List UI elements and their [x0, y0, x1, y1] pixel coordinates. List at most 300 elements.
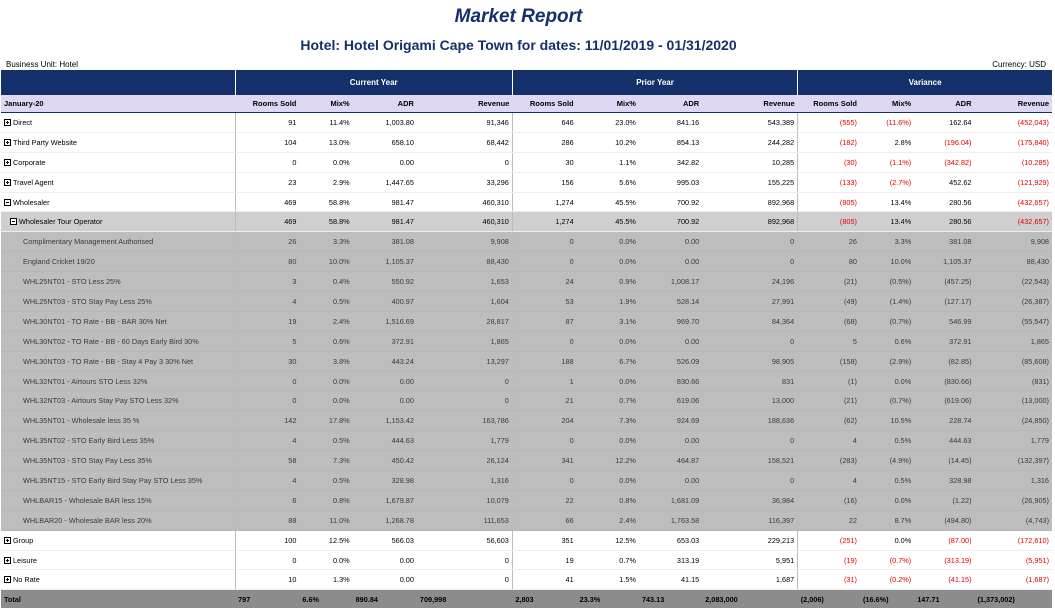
expand-icon[interactable] — [4, 159, 11, 166]
value-cell: (10,285) — [975, 152, 1053, 172]
value-cell: 163,786 — [417, 411, 512, 431]
value-cell: 33,296 — [417, 172, 512, 192]
value-cell: 892,968 — [702, 192, 797, 212]
value-cell: 460,310 — [417, 192, 512, 212]
value-cell: (62) — [798, 411, 860, 431]
value-cell: 26,124 — [417, 451, 512, 471]
value-cell: 1,779 — [975, 431, 1053, 451]
row-label: WHL30NT01 - TO Rate - BB - BAR 30% Net — [23, 316, 167, 326]
row-label-cell — [1, 431, 235, 451]
value-cell: 469 — [235, 192, 299, 212]
value-cell: 7.3% — [299, 451, 352, 471]
row-label-cell — [1, 411, 235, 431]
segment-row[interactable] — [1, 530, 1052, 550]
cy-rooms-sold-header[interactable]: Rooms Sold — [235, 95, 299, 113]
total-cell: (1,373,002) — [975, 590, 1053, 608]
value-cell: 11.4% — [299, 113, 352, 133]
segment-row[interactable] — [1, 172, 1052, 192]
var-adr-header[interactable]: ADR — [914, 95, 974, 113]
value-cell: 854.13 — [639, 132, 702, 152]
value-cell: 2.9% — [299, 172, 352, 192]
value-cell: 21 — [512, 391, 576, 411]
total-cell: 2,083,000 — [702, 590, 797, 608]
value-cell: 1,153.42 — [353, 411, 417, 431]
row-label: WHL35NT03 - STO Stay Pay Less 35% — [23, 456, 152, 466]
cy-adr-header[interactable]: ADR — [353, 95, 417, 113]
total-label: Total — [1, 590, 235, 608]
value-cell: 1,274 — [512, 192, 576, 212]
value-cell: 646 — [512, 113, 576, 133]
value-cell: 26 — [235, 232, 299, 252]
report-title: Market Report — [454, 6, 583, 27]
value-cell: 5 — [235, 331, 299, 351]
value-cell: 91 — [235, 113, 299, 133]
value-cell: 546.99 — [914, 311, 974, 331]
segment-row[interactable] — [1, 192, 1052, 212]
value-cell: 0 — [235, 152, 299, 172]
value-cell: 0 — [702, 331, 797, 351]
value-cell: 41.15 — [639, 570, 702, 590]
value-cell: 158,521 — [702, 451, 797, 471]
value-cell: (831) — [975, 371, 1053, 391]
value-cell: (0.2%) — [860, 570, 914, 590]
rate-code-row — [1, 292, 1052, 312]
row-label-cell — [1, 331, 235, 351]
value-cell: 9,908 — [975, 232, 1053, 252]
value-cell: (452,043) — [975, 113, 1053, 133]
value-cell: 1,865 — [975, 331, 1053, 351]
value-cell: 10,079 — [417, 490, 512, 510]
segment-row[interactable] — [1, 152, 1052, 172]
value-cell: (132,397) — [975, 451, 1053, 471]
value-cell: 0.00 — [639, 431, 702, 451]
value-cell: 13.4% — [860, 212, 914, 232]
value-cell: 280.56 — [914, 192, 974, 212]
value-cell: 4 — [235, 292, 299, 312]
value-cell: (2.9%) — [860, 351, 914, 371]
value-cell: 155,225 — [702, 172, 797, 192]
row-label-cell — [1, 550, 235, 570]
value-cell: (133) — [798, 172, 860, 192]
value-cell: (26,905) — [975, 490, 1053, 510]
value-cell: 1,003.80 — [353, 113, 417, 133]
value-cell: (805) — [798, 192, 860, 212]
value-cell: 12.2% — [577, 451, 639, 471]
value-cell: 841.16 — [639, 113, 702, 133]
total-cell: (2,006) — [798, 590, 860, 608]
value-cell: 2.4% — [299, 311, 352, 331]
value-cell: 658.10 — [353, 132, 417, 152]
value-cell: 342.82 — [639, 152, 702, 172]
row-label-cell — [1, 272, 235, 292]
value-cell: 9,908 — [417, 232, 512, 252]
value-cell: 28,817 — [417, 311, 512, 331]
rate-code-row — [1, 490, 1052, 510]
value-cell: 286 — [512, 132, 576, 152]
value-cell: (1.4%) — [860, 292, 914, 312]
segment-row[interactable] — [1, 550, 1052, 570]
value-cell: 19 — [512, 550, 576, 570]
expand-icon[interactable] — [4, 119, 11, 126]
value-cell: 0 — [512, 252, 576, 272]
value-cell: 0.00 — [639, 232, 702, 252]
value-cell: (251) — [798, 530, 860, 550]
value-cell: 341 — [512, 451, 576, 471]
row-label-cell — [1, 212, 235, 232]
value-cell: 0.0% — [860, 530, 914, 550]
row-label: Leisure — [13, 555, 37, 565]
expand-icon[interactable] — [4, 537, 11, 544]
value-cell: 3.3% — [299, 232, 352, 252]
value-cell: 162.64 — [914, 113, 974, 133]
total-row — [1, 590, 1052, 608]
value-cell: 4 — [798, 471, 860, 491]
value-cell: 0.5% — [299, 292, 352, 312]
py-adr-header[interactable]: ADR — [639, 95, 702, 113]
rate-code-row — [1, 411, 1052, 431]
value-cell: 0 — [235, 391, 299, 411]
value-cell: 1,687 — [702, 570, 797, 590]
row-label-cell — [1, 232, 235, 252]
value-cell: (2.7%) — [860, 172, 914, 192]
value-cell: (1.22) — [914, 490, 974, 510]
value-cell: 0.9% — [577, 272, 639, 292]
value-cell: 381.08 — [914, 232, 974, 252]
expand-icon[interactable] — [4, 179, 11, 186]
value-cell: 653.03 — [639, 530, 702, 550]
value-cell: 22 — [512, 490, 576, 510]
value-cell: 443.24 — [353, 351, 417, 371]
row-label: WHL35NT01 - Wholesale less 35 % — [23, 416, 140, 426]
value-cell: 469 — [235, 212, 299, 232]
value-cell: 0.0% — [577, 471, 639, 491]
value-cell: 0 — [702, 252, 797, 272]
var-rooms-sold-header[interactable]: Rooms Sold — [798, 95, 860, 113]
value-cell: (41.15) — [914, 570, 974, 590]
value-cell: (196.04) — [914, 132, 974, 152]
value-cell: 351 — [512, 530, 576, 550]
value-cell: 460,310 — [417, 212, 512, 232]
row-label-cell — [1, 471, 235, 491]
py-rooms-sold-header[interactable]: Rooms Sold — [512, 95, 576, 113]
value-cell: 0.0% — [299, 550, 352, 570]
report-subtitle: Hotel: Hotel Origami Cape Town for dates: 11/01/2019 - 01/31/2020 — [300, 37, 737, 53]
value-cell: 700.92 — [639, 192, 702, 212]
rate-code-row — [1, 451, 1052, 471]
row-label-cell — [1, 490, 235, 510]
value-cell: (1,687) — [975, 570, 1053, 590]
value-cell: 1,865 — [417, 331, 512, 351]
value-cell: 1,008.17 — [639, 272, 702, 292]
value-cell: 526.09 — [639, 351, 702, 371]
value-cell: 280.56 — [914, 212, 974, 232]
cy-revenue-header[interactable]: Revenue — [417, 95, 512, 113]
cy-mix-header[interactable]: Mix% — [299, 95, 352, 113]
value-cell: 88 — [235, 510, 299, 530]
value-cell: 19 — [235, 311, 299, 331]
value-cell: 313.19 — [639, 550, 702, 570]
value-cell: 188,636 — [702, 411, 797, 431]
value-cell: (4,743) — [975, 510, 1053, 530]
value-cell: 328.98 — [914, 471, 974, 491]
period-header: January-20 — [1, 95, 235, 113]
value-cell: 228.74 — [914, 411, 974, 431]
value-cell: (432,657) — [975, 192, 1053, 212]
value-cell: 45.5% — [577, 192, 639, 212]
row-label: Wholesaler Tour Operator — [19, 217, 103, 227]
value-cell: 0.00 — [639, 471, 702, 491]
value-cell: 0.7% — [577, 391, 639, 411]
row-label-cell — [1, 292, 235, 312]
collapse-icon[interactable] — [10, 218, 17, 225]
value-cell: 1,105.37 — [353, 252, 417, 272]
value-cell: 0.7% — [577, 550, 639, 570]
value-cell: 10.0% — [299, 252, 352, 272]
row-label: WHL35NT15 - STO Early Bird Stay Pay STO Less 35% — [23, 475, 203, 485]
value-cell: 1,653 — [417, 272, 512, 292]
value-cell: 0 — [417, 570, 512, 590]
value-cell: 400.97 — [353, 292, 417, 312]
row-label: Third Party Website — [13, 137, 77, 147]
value-cell: 0 — [235, 371, 299, 391]
row-label-cell — [1, 252, 235, 272]
value-cell: 156 — [512, 172, 576, 192]
value-cell: (30) — [798, 152, 860, 172]
value-cell: 30 — [512, 152, 576, 172]
business-unit-label: Business Unit: Hotel — [6, 60, 79, 69]
value-cell: 0.00 — [639, 331, 702, 351]
value-cell: 3.3% — [860, 232, 914, 252]
collapse-icon[interactable] — [4, 199, 11, 206]
value-cell: 4 — [235, 471, 299, 491]
value-cell: 1,316 — [417, 471, 512, 491]
value-cell: 12.5% — [299, 530, 352, 550]
value-cell: 10.2% — [577, 132, 639, 152]
value-cell: 969.70 — [639, 311, 702, 331]
value-cell: 1,763.58 — [639, 510, 702, 530]
value-cell: (457.25) — [914, 272, 974, 292]
value-cell: (619.06) — [914, 391, 974, 411]
total-cell: 709,998 — [417, 590, 512, 608]
total-cell: (16.6%) — [860, 590, 914, 608]
value-cell: 27,991 — [702, 292, 797, 312]
rate-code-row — [1, 351, 1052, 371]
value-cell: 1,681.09 — [639, 490, 702, 510]
row-label: WHL25NT01 - STO Less 25% — [23, 277, 121, 287]
value-cell: 1.1% — [577, 152, 639, 172]
value-cell: 0.00 — [639, 252, 702, 272]
value-cell: 0 — [702, 431, 797, 451]
value-cell: 1 — [512, 371, 576, 391]
row-label-cell — [1, 351, 235, 371]
value-cell: 100 — [235, 530, 299, 550]
value-cell: 24,196 — [702, 272, 797, 292]
value-cell: 0 — [417, 391, 512, 411]
value-cell: 0.8% — [299, 490, 352, 510]
value-cell: 1,274 — [512, 212, 576, 232]
value-cell: 543,389 — [702, 113, 797, 133]
row-label-cell — [1, 132, 235, 152]
value-cell: 3.1% — [577, 311, 639, 331]
value-cell: (49) — [798, 292, 860, 312]
value-cell: 700.92 — [639, 212, 702, 232]
row-label-cell — [1, 152, 235, 172]
row-label-cell — [1, 192, 235, 212]
row-label-cell — [1, 570, 235, 590]
value-cell: (1.1%) — [860, 152, 914, 172]
value-cell: 11.0% — [299, 510, 352, 530]
value-cell: 619.06 — [639, 391, 702, 411]
value-cell: 2.4% — [577, 510, 639, 530]
value-cell: 30 — [235, 351, 299, 371]
value-cell: (85,608) — [975, 351, 1053, 371]
value-cell: 13,297 — [417, 351, 512, 371]
value-cell: 111,653 — [417, 510, 512, 530]
value-cell: 1,604 — [417, 292, 512, 312]
value-cell: 45.5% — [577, 212, 639, 232]
value-cell: (127.17) — [914, 292, 974, 312]
row-label: Group — [13, 535, 34, 545]
row-label: Complimentary Management Authorised — [23, 237, 154, 247]
value-cell: 98,905 — [702, 351, 797, 371]
value-cell: 1,679.87 — [353, 490, 417, 510]
value-cell: 53 — [512, 292, 576, 312]
value-cell: (432,657) — [975, 212, 1053, 232]
rate-code-row — [1, 232, 1052, 252]
value-cell: 10.5% — [860, 411, 914, 431]
value-cell: 0.0% — [299, 371, 352, 391]
row-label: WHL32NT03 - Airtours Stay Pay STO Less 32% — [23, 396, 179, 406]
value-cell: (24,850) — [975, 411, 1053, 431]
value-cell: 1.9% — [577, 292, 639, 312]
row-label: Travel Agent — [13, 177, 54, 187]
rate-code-row — [1, 272, 1052, 292]
value-cell: 142 — [235, 411, 299, 431]
value-cell: 0.00 — [353, 550, 417, 570]
segment-row[interactable] — [1, 113, 1052, 133]
value-cell: 444.63 — [353, 431, 417, 451]
row-label: No Rate — [13, 575, 40, 585]
value-cell: 452.62 — [914, 172, 974, 192]
value-cell: 5,951 — [702, 550, 797, 570]
value-cell: 892,968 — [702, 212, 797, 232]
value-cell: 0.00 — [353, 391, 417, 411]
value-cell: (342.82) — [914, 152, 974, 172]
value-cell: 550.92 — [353, 272, 417, 292]
group-header-prior-year: Prior Year — [512, 70, 797, 95]
value-cell: 0.00 — [353, 570, 417, 590]
value-cell: 0.0% — [299, 391, 352, 411]
value-cell: 10.0% — [860, 252, 914, 272]
value-cell: (4.9%) — [860, 451, 914, 471]
value-cell: (13,000) — [975, 391, 1053, 411]
value-cell: (313.19) — [914, 550, 974, 570]
value-cell: (16) — [798, 490, 860, 510]
value-cell: (0.7%) — [860, 391, 914, 411]
value-cell: 22 — [798, 510, 860, 530]
value-cell: 1,316 — [975, 471, 1053, 491]
value-cell: 244,282 — [702, 132, 797, 152]
py-mix-header[interactable]: Mix% — [577, 95, 639, 113]
row-label: WHL35NT02 - STO Early Bird Less 35% — [23, 436, 155, 446]
value-cell: (68) — [798, 311, 860, 331]
var-mix-header[interactable]: Mix% — [860, 95, 914, 113]
value-cell: 528.14 — [639, 292, 702, 312]
row-label-cell — [1, 510, 235, 530]
group-header-current-year: Current Year — [235, 70, 512, 95]
segment-row[interactable] — [1, 212, 1052, 232]
value-cell: 0 — [702, 471, 797, 491]
value-cell: 80 — [798, 252, 860, 272]
py-revenue-header[interactable]: Revenue — [702, 95, 797, 113]
value-cell: (82.85) — [914, 351, 974, 371]
value-cell: 981.47 — [353, 212, 417, 232]
expand-icon[interactable] — [4, 576, 11, 583]
column-group-header-row — [1, 70, 1052, 95]
var-revenue-header[interactable]: Revenue — [975, 95, 1053, 113]
value-cell: 6.7% — [577, 351, 639, 371]
value-cell: 0 — [512, 471, 576, 491]
expand-icon[interactable] — [4, 139, 11, 146]
value-cell: 0.0% — [299, 152, 352, 172]
value-cell: 4 — [798, 431, 860, 451]
value-cell: 56,603 — [417, 530, 512, 550]
value-cell: (55,547) — [975, 311, 1053, 331]
segment-row[interactable] — [1, 132, 1052, 152]
value-cell: (555) — [798, 113, 860, 133]
value-cell: (121,929) — [975, 172, 1053, 192]
value-cell: 17.8% — [299, 411, 352, 431]
value-cell: 8.7% — [860, 510, 914, 530]
value-cell: (22,543) — [975, 272, 1053, 292]
value-cell: 381.08 — [353, 232, 417, 252]
value-cell: 229,213 — [702, 530, 797, 550]
value-cell: (182) — [798, 132, 860, 152]
segment-row[interactable] — [1, 570, 1052, 590]
value-cell: 3 — [235, 272, 299, 292]
value-cell: 0.0% — [860, 490, 914, 510]
value-cell: 91,346 — [417, 113, 512, 133]
value-cell: 1,447.65 — [353, 172, 417, 192]
value-cell: 372.91 — [353, 331, 417, 351]
value-cell: 204 — [512, 411, 576, 431]
value-cell: 5.6% — [577, 172, 639, 192]
row-label-cell — [1, 391, 235, 411]
value-cell: 0.0% — [577, 232, 639, 252]
rate-code-row — [1, 391, 1052, 411]
value-cell: 0.0% — [577, 331, 639, 351]
value-cell: 3.8% — [299, 351, 352, 371]
value-cell: 41 — [512, 570, 576, 590]
value-cell: (172,610) — [975, 530, 1053, 550]
value-cell: 1,268.78 — [353, 510, 417, 530]
total-cell: 890.84 — [353, 590, 417, 608]
row-label: WHLBAR15 - Wholesale BAR less 15% — [23, 495, 152, 505]
total-cell: 797 — [235, 590, 299, 608]
value-cell: 0.5% — [860, 431, 914, 451]
group-header-variance: Variance — [798, 70, 1052, 95]
value-cell: 88,430 — [417, 252, 512, 272]
value-cell: 0 — [512, 331, 576, 351]
value-cell: (494.80) — [914, 510, 974, 530]
row-label-cell — [1, 530, 235, 550]
value-cell: (0.5%) — [860, 272, 914, 292]
expand-icon[interactable] — [4, 557, 11, 564]
value-cell: (21) — [798, 272, 860, 292]
row-label: WHL32NT01 - Airtours STO Less 32% — [23, 376, 148, 386]
value-cell: 924.69 — [639, 411, 702, 431]
value-cell: (14.45) — [914, 451, 974, 471]
